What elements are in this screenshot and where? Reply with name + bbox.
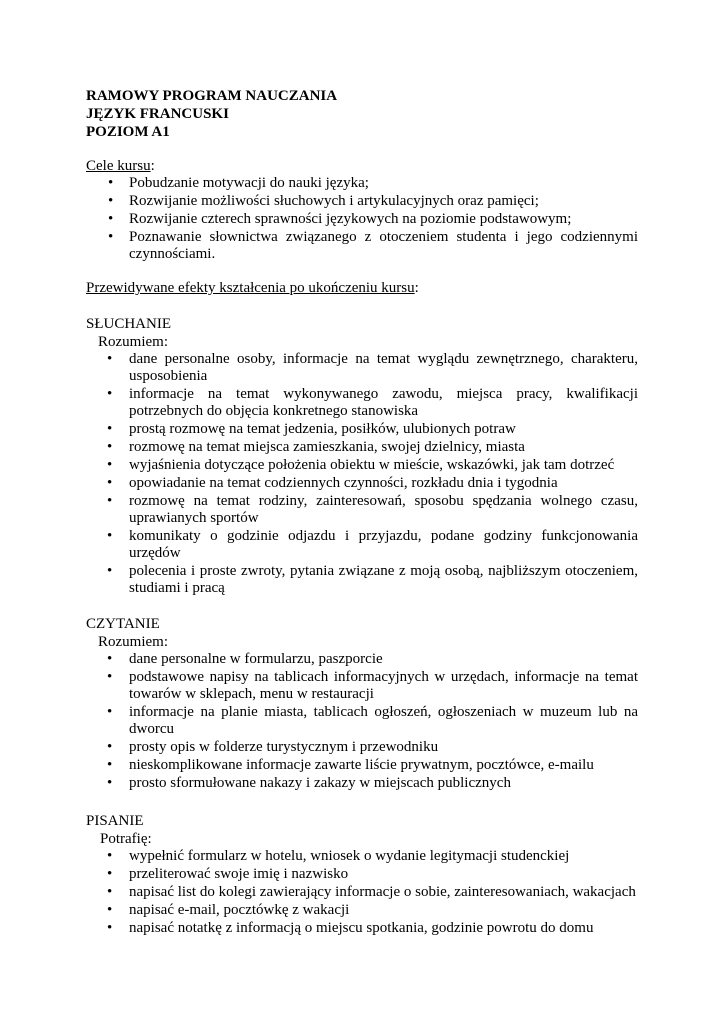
list-item: • prosty opis w folderze turystycznym i przewodniku	[86, 739, 638, 756]
goals-list	[86, 175, 638, 263]
title-line-2: JĘZYK FRANCUSKI	[86, 106, 229, 122]
list-item: • rozmowę na temat rodziny, zainteresowań, sposobu spędzania wolnego czasu, uprawianych sportów	[86, 493, 638, 527]
document-page	[86, 87, 638, 938]
section-sluchanie	[86, 315, 638, 597]
list-item: • wypełnić formularz w hotelu, wniosek o wydanie legitymacji studenckiej	[86, 848, 638, 865]
pisanie-label: Potrafię:	[100, 831, 152, 847]
sluchanie-heading: SŁUCHANIE	[86, 316, 171, 332]
document-title	[86, 87, 638, 141]
list-item: • informacje na planie miasta, tablicach ogłoszeń, ogłoszeniach w muzeum lub na dworcu	[86, 704, 638, 738]
list-item: • komunikaty o godzinie odjazdu i przyjazdu, podane godziny funkcjonowania urzędów	[86, 528, 638, 562]
section-czytanie	[86, 615, 638, 792]
czytanie-list	[86, 651, 638, 792]
czytanie-heading: CZYTANIE	[86, 616, 160, 632]
effects-heading-colon: :	[414, 280, 419, 296]
goal-item: • Rozwijanie możliwości słuchowych i artykulacyjnych oraz pamięci;	[86, 193, 638, 210]
sluchanie-label: Rozumiem:	[98, 334, 168, 350]
list-item: • przeliterować swoje imię i nazwisko	[86, 866, 638, 883]
list-item: • wyjaśnienia dotyczące położenia obiektu w mieście, wskazówki, jak tam dotrzeć	[86, 457, 638, 474]
list-item: • nieskomplikowane informacje zawarte liście prywatnym, pocztówce, e-mailu	[86, 757, 638, 774]
list-item: • rozmowę na temat miejsca zamieszkania, swojej dzielnicy, miasta	[86, 439, 638, 456]
sluchanie-list	[86, 351, 638, 597]
list-item: • napisać list do kolegi zawierający informacje o sobie, zainteresowaniach, wakacjach	[86, 884, 638, 901]
goal-item: • Pobudzanie motywacji do nauki języka;	[86, 175, 638, 192]
title-line-3: POZIOM A1	[86, 124, 170, 140]
title-line-1: RAMOWY PROGRAM NAUCZANIA	[86, 88, 338, 104]
goals-heading	[86, 157, 638, 175]
list-item: • opowiadanie na temat codziennych czynności, rozkładu dnia i tygodnia	[86, 475, 638, 492]
list-item: • napisać notatkę z informacją o miejscu spotkania, godzinie powrotu do domu	[86, 920, 638, 937]
pisanie-list	[86, 848, 638, 937]
list-item: • napisać e-mail, pocztówkę z wakacji	[86, 902, 638, 919]
goals-heading-colon: :	[150, 158, 155, 174]
list-item: • prosto sformułowane nakazy i zakazy w miejscach publicznych	[86, 775, 638, 792]
list-item: • podstawowe napisy na tablicach informacyjnych w urzędach, informacje na temat towarów w sklepach, menu w restauracji	[86, 669, 638, 703]
effects-heading-text: Przewidywane efekty kształcenia po ukończeniu kursu	[86, 280, 415, 296]
goal-item: • Rozwijanie czterech sprawności językowych na poziomie podstawowym;	[86, 211, 638, 228]
czytanie-label: Rozumiem:	[98, 634, 168, 650]
effects-heading	[86, 279, 638, 297]
goal-item: • Poznawanie słownictwa związanego z otoczeniem studenta i jego codziennymi czynnościami.	[86, 229, 638, 263]
list-item: • informacje na temat wykonywanego zawodu, miejsca pracy, kwalifikacji potrzebnych do objęcia konkretnego stanowiska	[86, 386, 638, 420]
list-item: • prostą rozmowę na temat jedzenia, posiłków, ulubionych potraw	[86, 421, 638, 438]
list-item: • dane personalne w formularzu, paszporcie	[86, 651, 638, 668]
pisanie-heading: PISANIE	[86, 813, 144, 829]
goals-heading-text: Cele kursu	[86, 158, 151, 174]
section-pisanie	[86, 812, 638, 937]
list-item: • polecenia i proste zwroty, pytania związane z moją osobą, najbliższym otoczeniem, studiami i pracą	[86, 563, 638, 597]
list-item: • dane personalne osoby, informacje na temat wyglądu zewnętrznego, charakteru, usposobienia	[86, 351, 638, 385]
